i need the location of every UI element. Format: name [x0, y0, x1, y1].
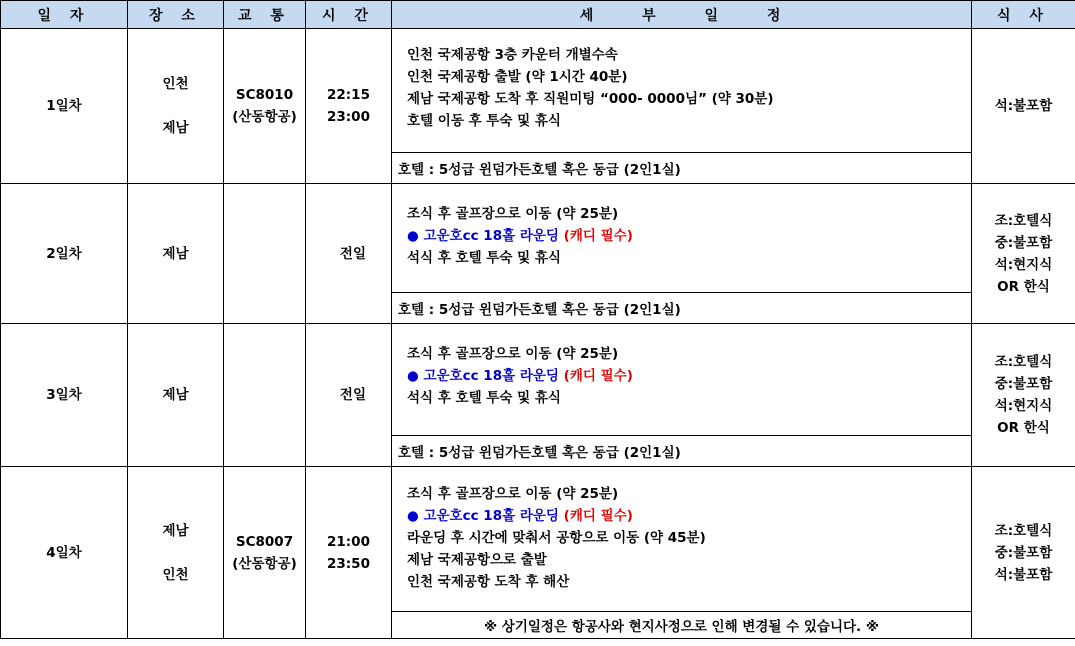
day4-line-1: 조식 후 골프장으로 이동 (약 25분): [407, 486, 619, 502]
day4-depart-time: 21:00: [327, 533, 370, 550]
day2-meal-3: 석:현지식: [994, 256, 1053, 273]
day1-line-4: 호텔 이동 후 투숙 및 휴식: [407, 113, 561, 129]
day1-line-2: 인천 국제공항 출발 (약 1시간 40분): [407, 69, 628, 85]
header-transport: 교 통: [224, 1, 306, 29]
day3-meal-4: OR 한식: [997, 420, 1050, 436]
day2-meal-1: 조:호텔식: [994, 212, 1053, 229]
day4-line-4: 제남 국제공항으로 출발: [407, 552, 547, 568]
day3-label: 3일차: [1, 324, 128, 467]
day2-details: [392, 184, 972, 293]
day2-round-course: ● 고운호cc 18홀 라운딩: [407, 228, 559, 244]
day2-row: [1, 184, 1075, 293]
day2-label: 2일차: [1, 184, 128, 324]
day3-round-caddy: (캐디 필수): [563, 368, 633, 384]
day4-round-course: ● 고운호cc 18홀 라운딩: [407, 508, 559, 524]
header-meals: 식 사: [972, 1, 1075, 29]
day3-row: [1, 324, 1075, 436]
day4-meal-1: 조:호텔식: [994, 522, 1053, 539]
day4-transport: [224, 467, 306, 639]
day3-round-course: ● 고운호cc 18홀 라운딩: [407, 368, 559, 384]
day1-meals: [972, 29, 1075, 184]
day2-time: 전일: [306, 184, 392, 324]
day3-meal-1: 조:호텔식: [994, 354, 1053, 370]
day2-round: [407, 225, 971, 247]
day4-meal-2: 중:불포함: [994, 544, 1053, 561]
day4-line-3: 라운딩 후 시간에 맞춰서 공항으로 이동 (약 45분): [407, 530, 706, 546]
day3-transport: [224, 324, 306, 467]
day4-place-from: 제남: [162, 522, 189, 539]
day1-line-3: 제남 국제공항 도착 후 직원미팅 “000- 0000님” (약 30분): [407, 91, 774, 107]
day1-arrive-time: 23:00: [327, 109, 370, 125]
day4-flight: SC8007: [235, 533, 294, 550]
day1-airline: (산동항공): [232, 109, 297, 125]
day3-details: [392, 324, 972, 436]
day2-meals: [972, 184, 1075, 324]
day2-line-1: 조식 후 골프장으로 이동 (약 25분): [407, 206, 619, 222]
day4-label: 4일차: [1, 467, 128, 639]
day3-round: [407, 365, 971, 387]
day4-meals: [972, 467, 1075, 639]
day4-row: [1, 467, 1075, 612]
day1-place-from: 인천: [162, 76, 189, 92]
header-row: [1, 1, 1075, 29]
day2-place: 제남: [128, 184, 224, 324]
day1-details: [392, 29, 972, 153]
day4-place: [128, 467, 224, 639]
day3-line-1: 조식 후 골프장으로 이동 (약 25분): [407, 346, 619, 362]
day2-round-caddy: (캐디 필수): [563, 228, 633, 244]
day1-hotel: 호텔 : 5성급 윈덤가든호텔 혹은 동급 (2인1실): [392, 153, 972, 184]
day2-meal-4: OR 한식: [997, 278, 1050, 295]
day3-hotel: 호텔 : 5성급 윈덤가든호텔 혹은 동급 (2인1실): [392, 436, 972, 467]
day3-place: 제남: [128, 324, 224, 467]
day1-line-1: 인천 국제공항 3층 카운터 개별수속: [407, 47, 618, 63]
day3-meal-3: 석:현지식: [994, 398, 1053, 414]
header-time: 시 간: [306, 1, 392, 29]
day4-details: [392, 467, 972, 612]
day1-flight: SC8010: [235, 87, 294, 103]
day4-airline: (산동항공): [232, 555, 297, 572]
day4-place-to: 인천: [162, 566, 189, 583]
day3-meal-2: 중:불포함: [994, 376, 1053, 392]
day3-meals: [972, 324, 1075, 467]
day1-label: 1일차: [1, 29, 128, 184]
day4-round-caddy: (캐디 필수): [563, 508, 633, 524]
day2-transport: [224, 184, 306, 324]
day4-arrive-time: 23:50: [327, 555, 370, 572]
header-place: 장 소: [128, 1, 224, 29]
day4-time: [306, 467, 392, 639]
day3-time: 전일: [306, 324, 392, 467]
day3-line-3: 석식 후 호텔 투숙 및 휴식: [407, 390, 561, 406]
header-details: 세 부 일 정: [392, 1, 972, 29]
day1-time: [306, 29, 392, 184]
day4-round: [407, 505, 971, 527]
day2-hotel: 호텔 : 5성급 윈덤가든호텔 혹은 동급 (2인1실): [392, 293, 972, 324]
day1-transport: [224, 29, 306, 184]
day2-line-3: 석식 후 호텔 투숙 및 휴식: [407, 250, 561, 266]
day1-depart-time: 22:15: [327, 87, 370, 103]
day4-line-5: 인천 국제공항 도착 후 해산: [407, 574, 570, 590]
day1-place-to: 제남: [162, 120, 189, 136]
day1-place: [128, 29, 224, 184]
day4-meal-3: 석:불포함: [994, 566, 1053, 583]
day1-row: [1, 29, 1075, 153]
header-day: 일 자: [1, 1, 128, 29]
day2-meal-2: 중:불포함: [994, 234, 1053, 251]
footer-note: ※ 상기일정은 항공사와 현지사정으로 인해 변경될 수 있습니다. ※: [392, 612, 972, 639]
day1-meal-dinner: 석:불포함: [994, 98, 1053, 114]
